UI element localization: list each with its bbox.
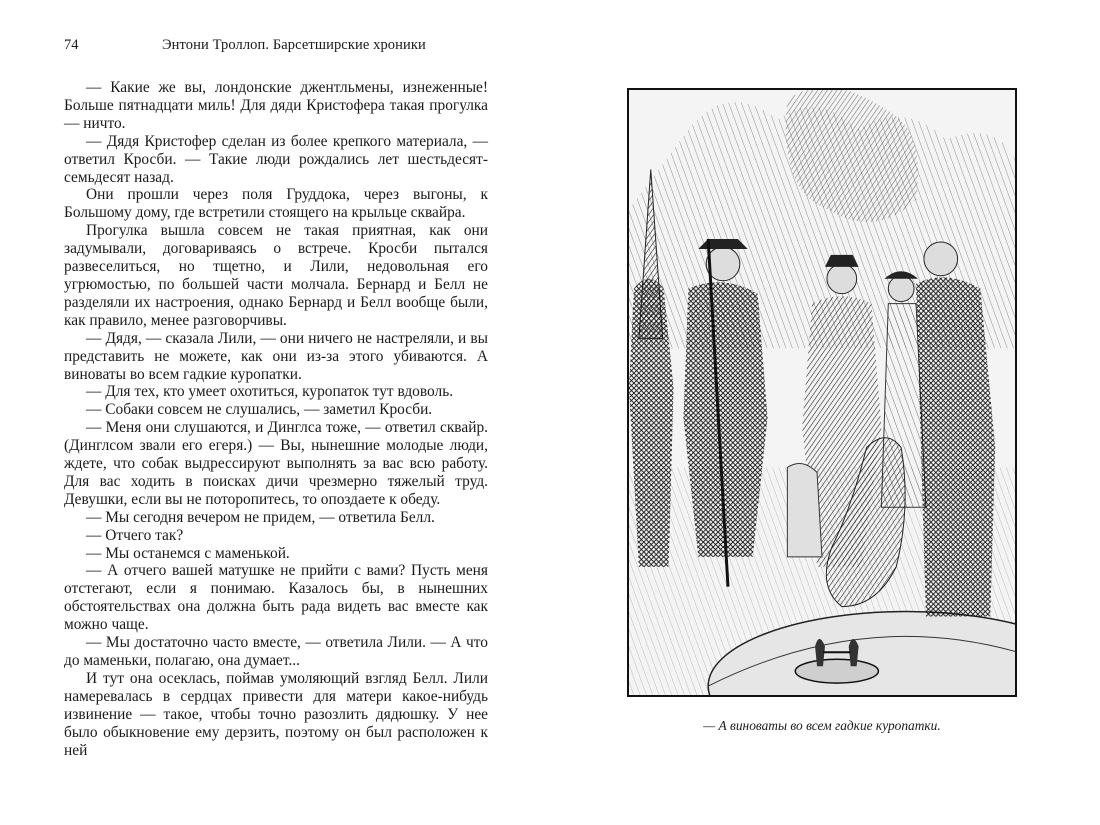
hunting-party-engraving xyxy=(629,90,1015,695)
paragraph: — Собаки совсем не слушались, — заметил Кросби. xyxy=(86,401,433,419)
paragraph: — Дядя Кристофер сделан из более крепкого материала, — ответил Кросби. — Такие люди рождались лет шестьдесят-семьдесят назад. xyxy=(64,132,488,186)
paragraph: — Мы останемся с маменькой. xyxy=(86,544,290,562)
paragraph: — Мы достаточно часто вместе, — ответила Лили. — А что до маменьки, полагаю, она думает... xyxy=(64,634,488,669)
page-number: 74 xyxy=(64,37,79,53)
paragraph: — Мы сегодня вечером не придем, — ответила Белл. xyxy=(86,508,435,526)
running-title: Энтони Троллоп. Барсетширские хроники xyxy=(162,37,426,53)
paragraph: — А отчего вашей матушке не прийти с вами? Пусть меня отстегают, если я понимаю. Казалось бы, в нынешних обстоятельствах она должна быть рада видеть вас вместе как можно чаще. xyxy=(64,562,488,634)
engraving-illustration xyxy=(627,88,1017,697)
illustration-caption: — А виноваты во всем гадкие куропатки. xyxy=(703,718,941,733)
paragraph: И тут она осеклась, поймав умоляющий взгляд Белл. Лили намеревалась в сердцах привести для матери какое-нибудь извинение — такое, чтобы точно разозлить дядюшку. У нее было обыкновение ему дерзить, поэтому он был расположен к ней xyxy=(64,669,488,759)
paragraph: — Для тех, кто умеет охотиться, куропаток тут вдоволь. xyxy=(86,383,454,401)
paragraph: Они прошли через поля Груддока, через выгоны, к Большому дому, где встретили стоящего на крыльце сквайра. xyxy=(64,186,488,222)
paragraph: — Меня они слушаются, и Динглса тоже, — ответил сквайр. (Динглсом звали его егеря.) — Вы, нынешние молодые люди, ждете, что собак выдрессируют выполнять за вас всю работу. Для вас ходить в поисках дичи чрезмерно тяжелый труд. Девушки, если вы не поторопитесь, то опоздаете к обеду. xyxy=(64,419,488,508)
paragraph: — Отчего так? xyxy=(86,526,184,544)
paragraph: — Дядя, — сказала Лили, — они ничего не настреляли, и вы представить не можете, как они из-за этого убиваются. А виноваты во всем гадкие куропатки. xyxy=(64,329,488,383)
paragraph: — Какие же вы, лондонские джентльмены, изнеженные! Больше пятнадцати миль! Для дяди Кристофера такая прогулка — ничто. xyxy=(64,79,488,132)
text-column xyxy=(64,79,488,759)
paragraph: Прогулка вышла совсем не такая приятная, как они задумывали, договариваясь о встрече. Кросби пытался развеселиться, но тщетно, и Лили, недовольная его угрюмостью, по большей части молчала. Бернард и Белл не разделяли их настроения, однако Бернард и Белл вообще были, как правило, менее разговорчивы. xyxy=(64,222,488,329)
